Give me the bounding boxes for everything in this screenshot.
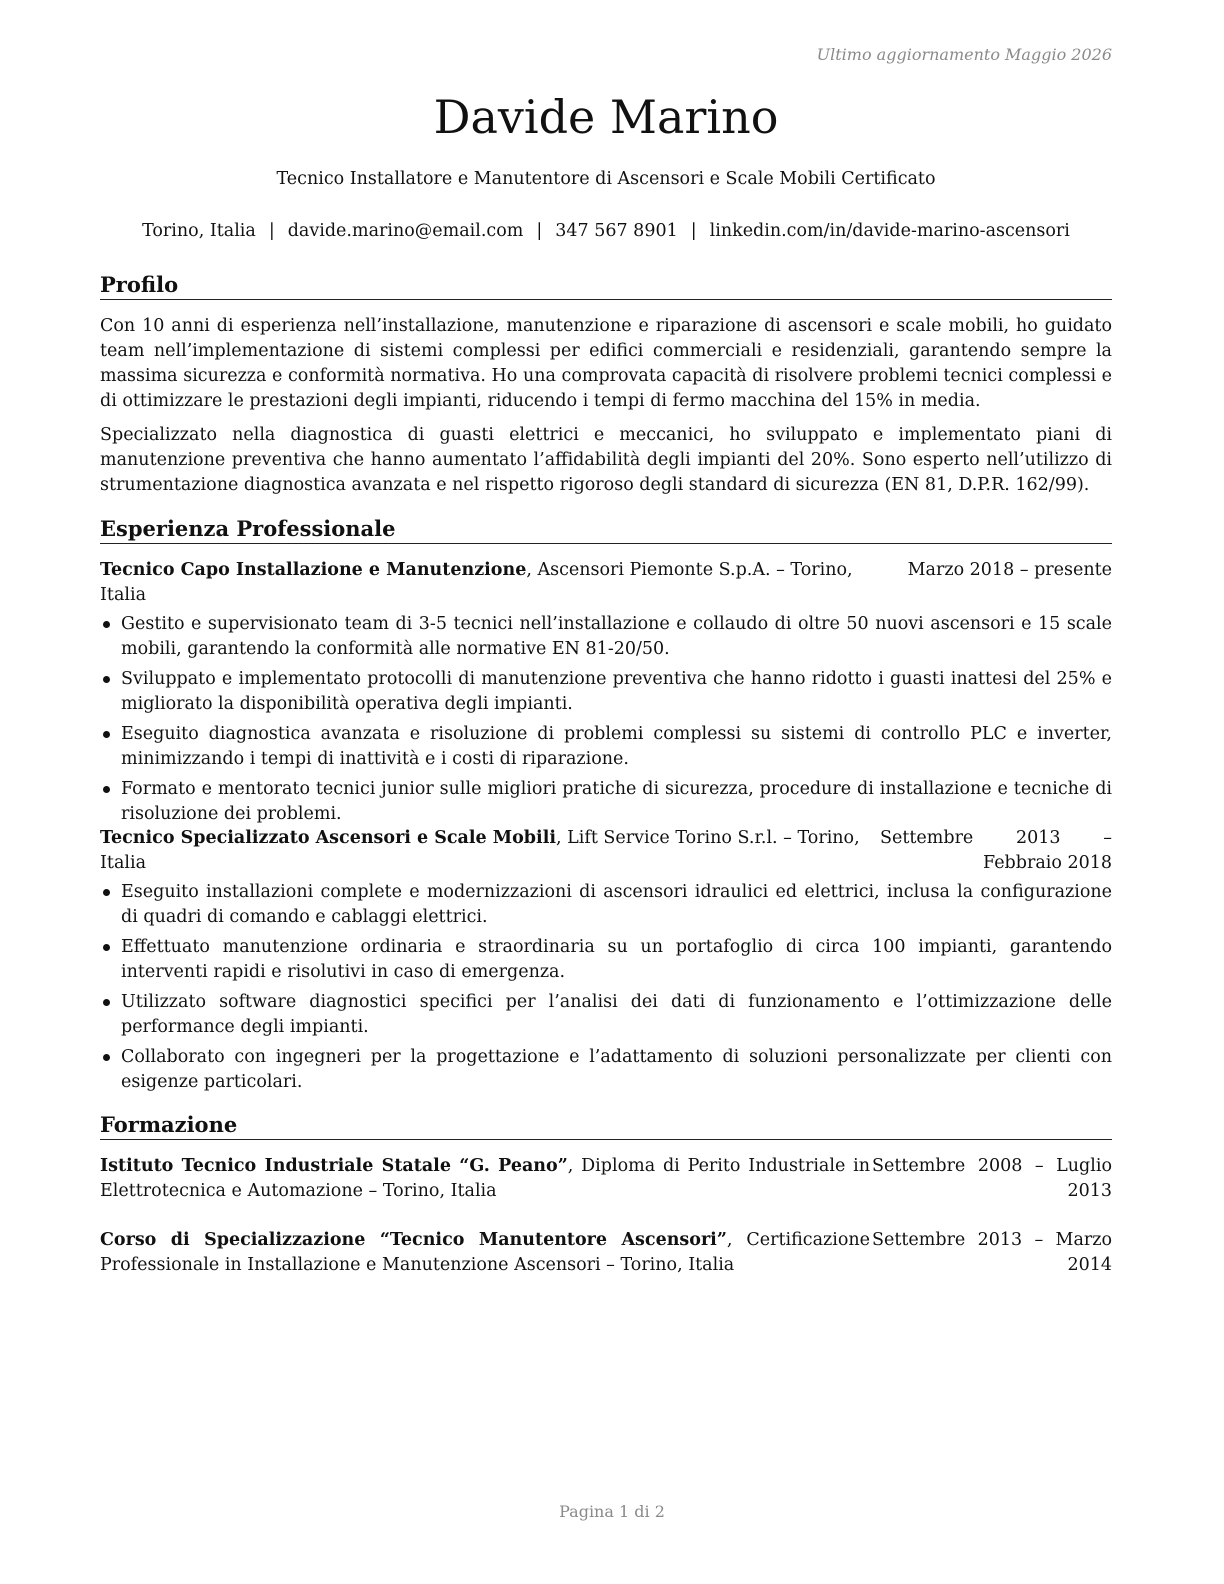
section-title-experience: Esperienza Professionale: [100, 515, 1112, 544]
education-dates: Settembre 2013 – Marzo 2014: [872, 1230, 1112, 1275]
last-updated: Ultimo aggiornamento Maggio 2026: [816, 45, 1112, 64]
profile-paragraph: Con 10 anni di esperienza nell’installazione, manutenzione e riparazione di ascensori e scale mobili, ho guidato team nell’implementazione di sistemi complessi per edifici commerciali e residenziali, garantendo sempre la massima sicurezza e conformità normativa. Ho una comprovata capacità di risolvere problemi tecnici complessi e di ottimizzare le prestazioni degli impianti, riducendo i tempi di fermo macchina del 15% in media.: [100, 316, 1112, 411]
list-item: Effettuato manutenzione ordinaria e straordinaria su un portafoglio di circa 100 impianti, garantendo interventi rapidi e risolutivi in caso di emergenza.: [100, 935, 1112, 985]
separator: |: [690, 221, 697, 241]
headline: Tecnico Installatore e Manutentore di Ascensori e Scale Mobili Certificato: [276, 169, 936, 189]
profile-section: [100, 314, 1112, 507]
location: Torino, Italia: [142, 221, 256, 241]
job-dates: Marzo 2018 – presente: [907, 560, 1112, 580]
job-role: Tecnico Specializzato Ascensori e Scale Mobili: [100, 828, 556, 848]
job-bullets: [100, 880, 1112, 1095]
job-header: [100, 826, 1112, 876]
email-link[interactable]: davide.marino@email.com: [287, 221, 524, 241]
list-item: Sviluppato e implementato protocolli di manutenzione preventiva che hanno ridotto i guasti inattesi del 25% e migliorato la disponibilità operativa degli impianti.: [100, 667, 1112, 717]
separator: |: [268, 221, 275, 241]
education-entry: [100, 1228, 1112, 1278]
list-item: Formato e mentorato tecnici junior sulle migliori pratiche di sicurezza, procedure di installazione e tecniche di risoluzione dei problemi.: [100, 777, 1112, 827]
education-entry: [100, 1154, 1112, 1204]
job-role: Tecnico Capo Installazione e Manutenzione: [100, 560, 527, 580]
job-bullets: [100, 612, 1112, 827]
section-title-profile: Profilo: [100, 271, 1112, 300]
separator: |: [536, 221, 543, 241]
bullet-icon: [103, 1054, 110, 1061]
bullet-icon: [103, 786, 110, 793]
section-title-education: Formazione: [100, 1111, 1112, 1140]
linkedin-link[interactable]: linkedin.com/in/davide-marino-ascensori: [709, 221, 1070, 241]
job-header: [100, 558, 1112, 608]
job-title-line: [100, 558, 892, 608]
list-item: Gestito e supervisionato team di 3-5 tecnici nell’installazione e collaudo di oltre 50 nuovi ascensori e 15 scale mobili, garantendo la conformità alle normative EN 81-20/50.: [100, 612, 1112, 662]
list-item: Utilizzato software diagnostici specifici per l’analisi dei dati di funzionamento e l’ottimizzazione delle performance degli impianti.: [100, 990, 1112, 1040]
job-entry: [100, 826, 1112, 1100]
contact-line: [100, 218, 1112, 244]
phone: 347 567 8901: [555, 221, 678, 241]
list-item: Eseguito diagnostica avanzata e risoluzione di problemi complessi su sistemi di controllo PLC e inverter, minimizzando i tempi di inattività e i costi di riparazione.: [100, 722, 1112, 772]
job-company: , Lift Service Torino S.r.l. – Torino, Italia: [100, 828, 860, 873]
job-dates: Settembre 2013 – Febbraio 2018: [880, 828, 1112, 873]
education-detail: , Diploma di Perito Industriale in Elettrotecnica e Automazione – Torino, Italia: [100, 1156, 870, 1201]
profile-paragraph: Specializzato nella diagnostica di guasti elettrici e meccanici, ho sviluppato e implementato piani di manutenzione preventiva che hanno aumentato l’affidabilità degli impianti del 20%. Sono esperto nell’utilizzo di strumentazione diagnostica avanzata e nel rispetto rigoroso degli standard di sicurezza (EN 81, D.P.R. 162/99).: [100, 425, 1112, 495]
bullet-icon: [103, 621, 110, 628]
job-entry: [100, 558, 1112, 832]
bullet-icon: [103, 676, 110, 683]
list-item: Eseguito installazioni complete e modernizzazioni di ascensori idraulici ed elettrici, inclusa la configurazione di quadri di comando e cablaggi elettrici.: [100, 880, 1112, 930]
education-detail: , Certificazione Professionale in Installazione e Manutenzione Ascensori – Torino, Italia: [100, 1230, 870, 1275]
candidate-name: Davide Marino: [433, 90, 779, 144]
education-dates: Settembre 2008 – Luglio 2013: [872, 1156, 1112, 1201]
education-school: Istituto Tecnico Industriale Statale “G. Peano”: [100, 1156, 568, 1176]
bullet-icon: [103, 999, 110, 1006]
bullet-icon: [103, 731, 110, 738]
bullet-icon: [103, 944, 110, 951]
bullet-icon: [103, 889, 110, 896]
page-number: Pagina 1 di 2: [559, 1502, 665, 1521]
job-company: , Ascensori Piemonte S.p.A. – Torino, Italia: [100, 560, 853, 605]
job-title-line: [100, 826, 864, 876]
education-school: Corso di Specializzazione “Tecnico Manutentore Ascensori”: [100, 1230, 727, 1250]
education-title-line: [100, 1228, 870, 1278]
list-item: Collaborato con ingegneri per la progettazione e l’adattamento di soluzioni personalizzate per clienti con esigenze particolari.: [100, 1045, 1112, 1095]
education-title-line: [100, 1154, 870, 1204]
